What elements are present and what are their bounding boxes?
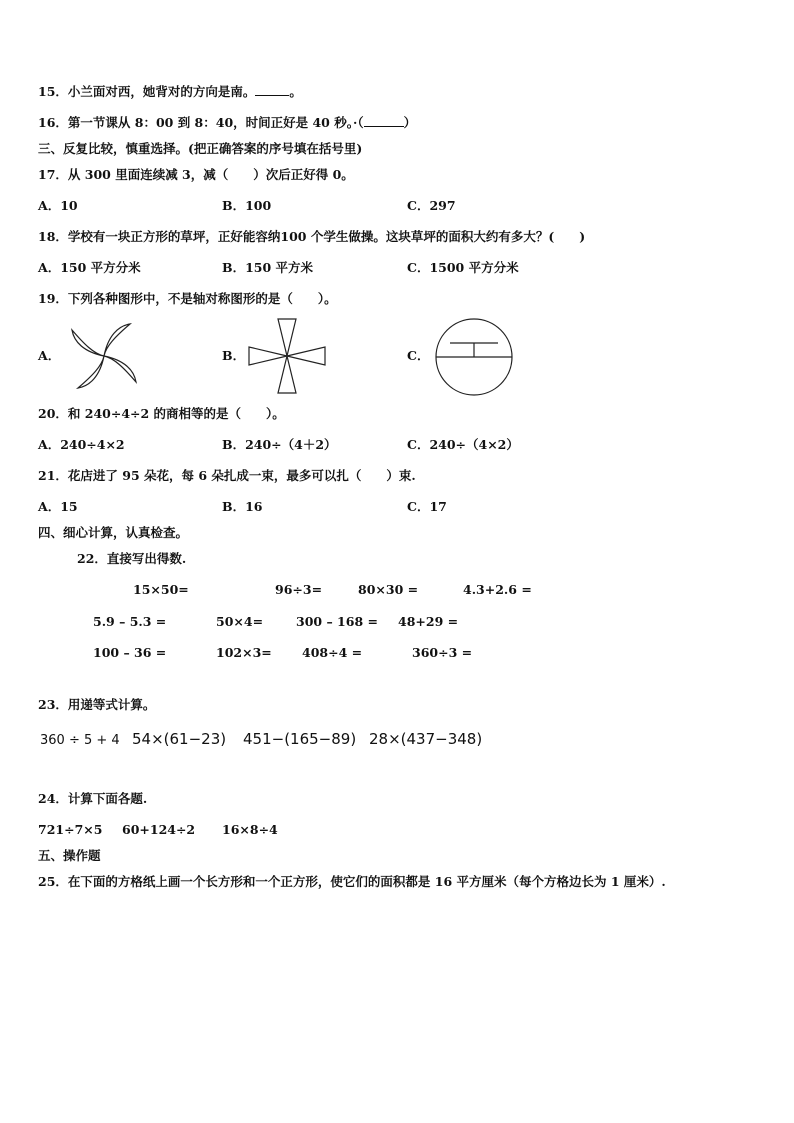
question-18-text: 18．学校有一块正方形的草坪，正好能容纳100 个学生做操。这块草坪的面积大约有多大？( ) [38,229,586,244]
section-heading-5: 五、操作题 [38,848,101,863]
question-21-text: 21．花店进了 95 朵花，每 6 朵扎成一束，最多可以扎（ ）束. [38,468,416,483]
calc-item: 300 – 168 = [296,614,378,629]
calc-item: 102×3= [216,645,272,660]
option-c[interactable]: C． [407,348,430,363]
section-heading-4: 四、细心计算，认真检查。 [38,525,189,540]
calc-item: 360÷3 = [412,645,473,660]
calc-item: 80×30 = [358,582,419,597]
expression: 54×(61−23) [132,730,227,748]
answer-blank[interactable] [364,114,404,127]
option-b[interactable]: B． [222,348,246,363]
option-c[interactable]: C．297 [407,198,456,213]
expression: 28×(437−348) [369,730,483,748]
option-b[interactable]: B．100 [222,198,272,213]
question-20-text: 20．和 240÷4÷2 的商相等的是（ ）。 [38,406,285,421]
calc-item: 15×50= [133,582,189,597]
calc-item: 16×8÷4 [222,822,278,837]
question-19-text: 19．下列各种图形中，不是轴对称图形的是（ ）。 [38,291,337,306]
question-23-text: 23．用递等式计算。 [38,697,156,712]
option-b[interactable]: B．240÷（4＋2） [222,437,337,452]
expression: 451−(165−89) [243,730,357,748]
section-heading-3: 三、反复比较，慎重选择。(把正确答案的序号填在括号里) [38,141,363,156]
calc-item: 721÷7×5 [38,822,103,837]
option-b[interactable]: B．16 [222,499,263,514]
question-16-text: 16．第一节课从 8：00 到 8：40，时间正好是 40 秒。·（ [38,115,364,130]
question-24-text: 24．计算下面各题. [38,791,148,806]
calc-item: 96÷3= [275,582,323,597]
calc-item: 100 – 36 = [93,645,167,660]
cross-triangles-figure [248,318,326,394]
option-c[interactable]: C．1500 平方分米 [407,260,519,275]
option-a[interactable]: A．150 平方分米 [38,260,141,275]
calc-item: 5.9 – 5.3 = [93,614,167,629]
pinwheel-figure [66,318,142,394]
option-a[interactable]: A．240÷4×2 [38,437,125,452]
option-c[interactable]: C．17 [407,499,447,514]
option-a[interactable]: A．10 [38,198,78,213]
option-b[interactable]: B．150 平方米 [222,260,314,275]
calc-item: 50×4= [216,614,264,629]
answer-blank[interactable] [255,83,289,96]
calc-item: 4.3+2.6 = [463,582,532,597]
calc-item: 408÷4 = [302,645,363,660]
option-c[interactable]: C．240÷（4×2） [407,437,519,452]
calc-item: 60+124÷2 [122,822,196,837]
option-a[interactable]: A．15 [38,499,78,514]
question-25-text: 25．在下面的方格纸上画一个长方形和一个正方形，使它们的面积都是 16 平方厘米（每个方格边长为 1 厘米）. [38,874,666,889]
circle-with-line-figure [434,318,514,398]
calc-item: 48+29 = [398,614,459,629]
question-22-text: 22．直接写出得数. [77,551,187,566]
question-15-text: 15．小兰面对西，她背对的方向是南。 [38,84,256,99]
question-17-text: 17．从 300 里面连续减 3，减（ ）次后正好得 0。 [38,167,354,182]
question-16: 16．第一节课从 8：00 到 8：40，时间正好是 40 秒。·（ ） [38,115,417,130]
question-15: 15．小兰面对西，她背对的方向是南。 。 [38,84,302,99]
expression: 360 ÷ 5 + 4 [40,733,120,748]
option-a[interactable]: A． [38,348,61,363]
